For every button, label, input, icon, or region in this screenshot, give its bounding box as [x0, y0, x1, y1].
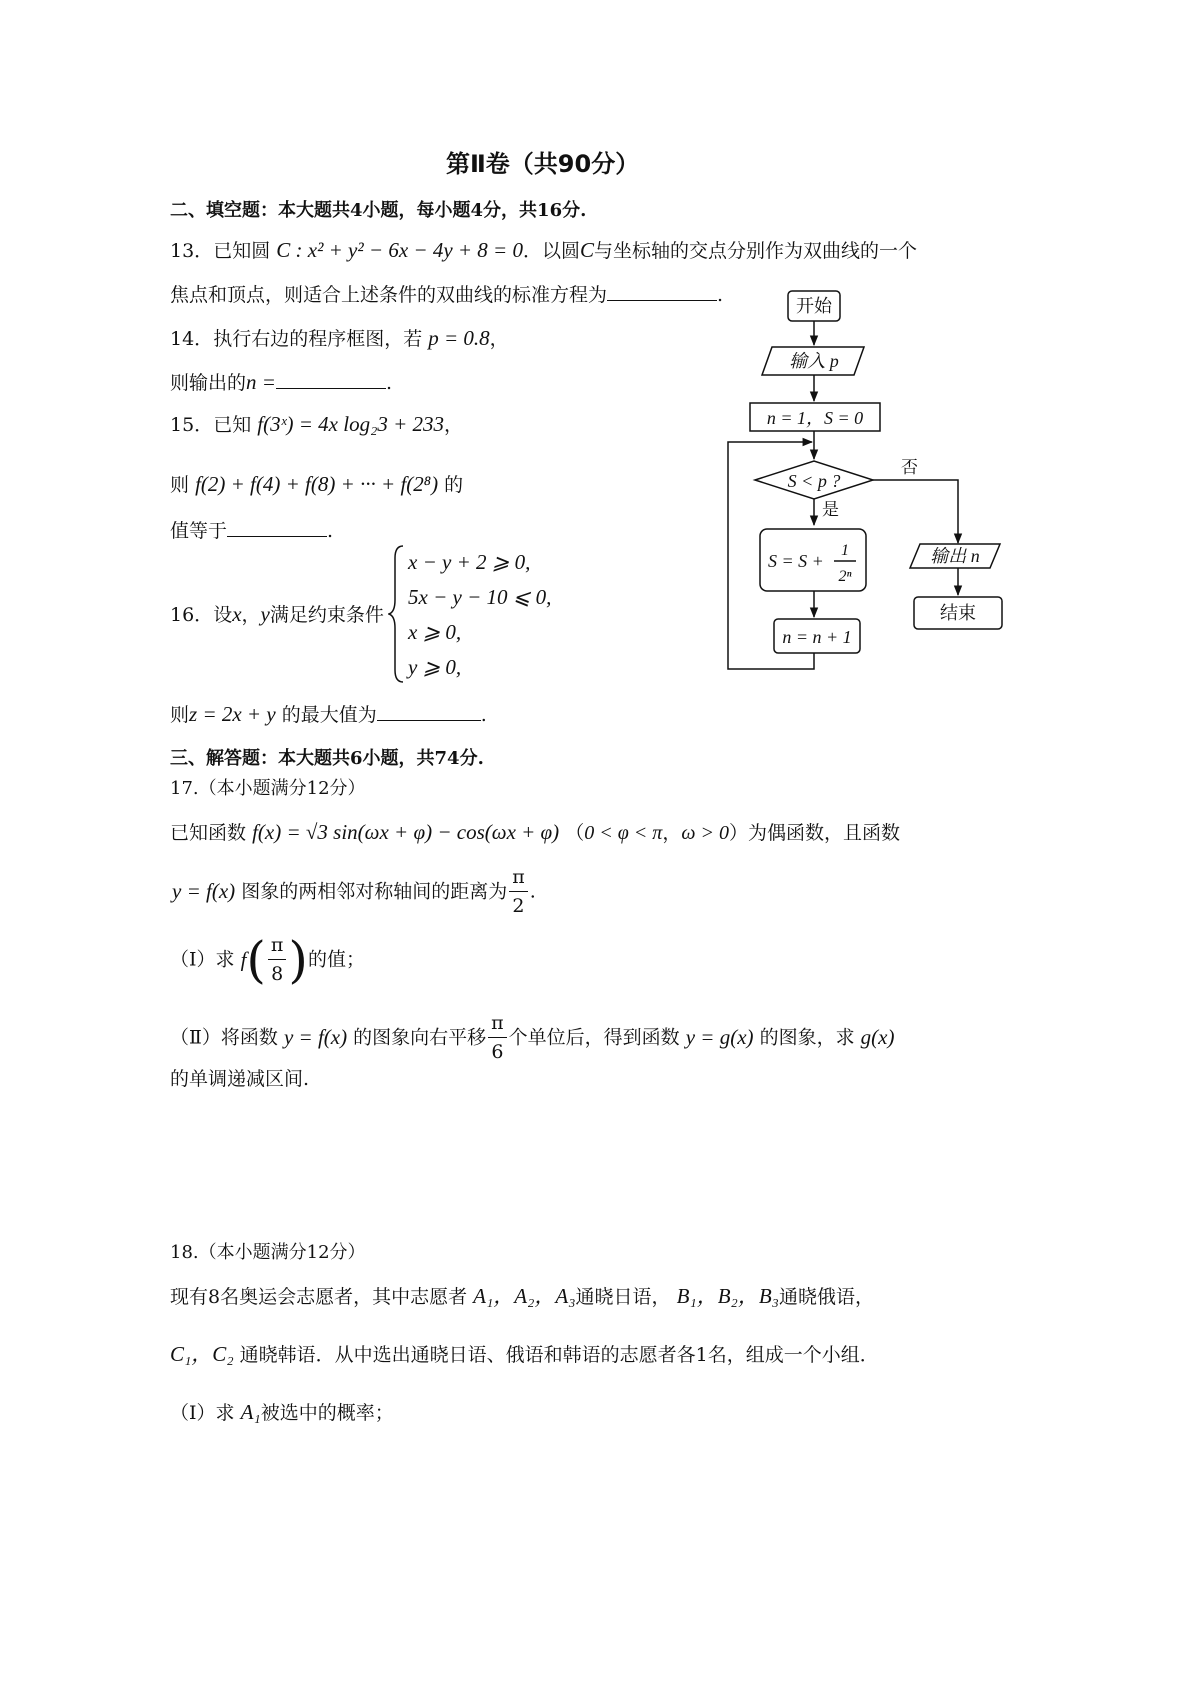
flowchart: [720, 285, 1020, 685]
question-text: 的值；: [307, 948, 365, 971]
question-text: 通晓韩语．从中选出通晓日语、俄语和韩语的志愿者各1名，组成一个小组．: [239, 1344, 879, 1366]
constraint-1: x − y + 2 ⩾ 0,: [408, 550, 531, 574]
end-label: 结束: [940, 603, 976, 623]
comma: ，: [489, 328, 509, 350]
numerator: π: [509, 866, 528, 892]
question-text: ）为偶函数，且函数: [728, 822, 900, 844]
sum-expression: f(2) + f(4) + f(8) + ··· + f(2⁸): [195, 472, 439, 496]
question-18-header: 18.（本小题满分12分）: [170, 1242, 366, 1263]
question-text: （Ⅰ）求: [170, 1402, 235, 1424]
question-text: 设: [213, 604, 233, 626]
denominator: 8: [271, 963, 284, 985]
question-16-line1: [170, 604, 384, 625]
answer-blank: [227, 520, 327, 537]
question-15-line2: [170, 474, 463, 495]
period: .: [327, 520, 334, 542]
p-equation: p = 0.8: [428, 326, 490, 350]
circle-equation: C : x² + y² − 6x − 4y + 8 = 0: [276, 238, 523, 262]
question-text: 已知函数: [170, 822, 247, 844]
denominator: 2: [512, 894, 525, 917]
question-text: 的: [444, 474, 464, 496]
period: .: [717, 284, 724, 306]
question-text: 则: [170, 704, 190, 726]
question-text: （Ⅰ）求: [170, 948, 235, 971]
question-18-line1: [170, 1286, 874, 1307]
question-text: 现有8名奥运会志愿者，其中志愿者: [170, 1286, 468, 1308]
numerator: π: [488, 1012, 507, 1038]
question-text: 已知圆: [213, 240, 271, 262]
question-number: 15．: [170, 414, 214, 436]
fraction-pi-over-2: [509, 866, 528, 918]
question-number: 13．: [170, 240, 214, 262]
question-number: 16．: [170, 604, 214, 626]
function-f: f(x) = √3 sin(ωx + φ) − cos(ωx + φ): [252, 820, 560, 844]
question-text: ．以圆: [522, 240, 580, 262]
constraint-3: x ⩾ 0,: [408, 620, 462, 644]
volunteer-a1: A₁: [240, 1400, 261, 1424]
russian-volunteers: B₁，B₂，B₃: [676, 1284, 779, 1308]
question-text: 已知: [213, 414, 252, 436]
condition-label: S < p ?: [787, 471, 841, 491]
question-14-line1: [170, 328, 509, 349]
question-text: （Ⅱ）将函数: [170, 1026, 278, 1049]
question-text: 满足约束条件: [269, 604, 384, 626]
fraction-numerator: 1: [841, 542, 849, 559]
section-heading-fill-in: 二、填空题：本大题共4小题，每小题4分，共16分.: [170, 200, 587, 221]
circle-label: C: [580, 238, 595, 262]
phi-range: 0 < φ < π: [584, 822, 663, 844]
no-branch-arrow: [873, 480, 958, 543]
omega-condition: ω > 0: [681, 822, 729, 844]
big-paren-close: ): [288, 931, 308, 989]
update-label: S = S +: [768, 551, 824, 571]
question-17-line1: [170, 822, 900, 843]
y-eq-f: y = f(x): [172, 879, 236, 904]
yes-label: 是: [822, 500, 839, 519]
question-14-line2: [170, 372, 392, 393]
section-heading-solutions: 三、解答题：本大题共6小题，共74分.: [170, 748, 484, 769]
korean-volunteers: C₁，C₂: [170, 1342, 234, 1366]
g-of-x: g(x): [860, 1025, 895, 1050]
question-text: 与坐标轴的交点分别作为双曲线的一个: [594, 240, 918, 262]
fraction-denominator: 2ⁿ: [838, 568, 852, 585]
question-17-part2-end: 的单调递减区间.: [170, 1068, 310, 1090]
question-16-line2: [170, 704, 487, 725]
objective-function: z = 2x + y: [189, 702, 276, 726]
left-brace: [388, 544, 406, 684]
period: .: [385, 372, 392, 394]
question-text: 个单位后，得到函数: [508, 1026, 680, 1049]
period: .: [529, 880, 536, 903]
page-title: 第Ⅱ卷（共90分）: [446, 150, 640, 178]
period: .: [480, 704, 487, 726]
question-text: 的图象向右平移: [353, 1026, 487, 1049]
big-paren-open: (: [246, 931, 266, 989]
answer-blank: [607, 284, 717, 301]
n-equals: n =: [246, 370, 276, 394]
question-text: 执行右边的程序框图，若: [213, 328, 423, 350]
question-number: 14．: [170, 328, 214, 350]
function-symbol: f: [240, 947, 247, 972]
no-label: 否: [901, 458, 918, 477]
question-text: 的最大值为: [281, 704, 377, 726]
init-label: n = 1，S = 0: [766, 408, 864, 428]
comma: ，: [444, 414, 464, 436]
increment-label: n = n + 1: [782, 627, 852, 647]
question-17-header: 17.（本小题满分12分）: [170, 778, 366, 799]
question-text: 值等于: [170, 520, 228, 542]
question-13-line1: [170, 240, 917, 261]
question-13-line2: [170, 284, 723, 305]
question-text: 通晓俄语，: [778, 1286, 874, 1308]
question-text: 焦点和顶点，则适合上述条件的双曲线的标准方程为: [170, 284, 608, 306]
start-label: 开始: [796, 296, 832, 316]
answer-blank: [377, 704, 481, 721]
y-eq-f: y = f(x): [283, 1025, 348, 1050]
question-15-line3: [170, 520, 333, 541]
comma: ，: [241, 604, 261, 626]
fraction-pi-over-8: [268, 934, 287, 986]
var-y: y: [260, 602, 270, 626]
question-17-part1: [170, 930, 365, 990]
question-18-part1: [170, 1402, 394, 1423]
question-15-line1: [170, 414, 463, 435]
question-17-line2: [172, 866, 536, 918]
input-label: 输入 p: [789, 351, 839, 371]
question-text: 则输出的: [170, 372, 247, 394]
question-text: 被选中的概率；: [260, 1402, 394, 1424]
answer-blank: [276, 372, 386, 389]
y-eq-g: y = g(x): [685, 1025, 754, 1050]
constraint-2: 5x − y − 10 ⩽ 0,: [408, 585, 552, 609]
var-x: x: [232, 602, 242, 626]
function-definition: f(3ˣ) = 4x log₂3 + 233: [257, 412, 445, 436]
question-text: 则: [170, 474, 190, 496]
question-text: 图象的两相邻对称轴间的距离为: [241, 880, 508, 903]
question-18-line2: [170, 1344, 879, 1365]
constraint-4: y ⩾ 0,: [408, 655, 462, 679]
numerator: π: [268, 934, 287, 960]
paren-open: （: [565, 822, 585, 844]
japanese-volunteers: A₁，A₂，A₃: [473, 1284, 576, 1308]
question-text: 通晓日语，: [575, 1286, 671, 1308]
denominator: 6: [491, 1040, 504, 1063]
question-17-part2: [170, 1012, 894, 1064]
fraction-pi-over-6: [488, 1012, 507, 1064]
output-label: 输出 n: [930, 546, 980, 566]
question-text: 的图象，求: [759, 1026, 855, 1049]
comma: ，: [662, 822, 682, 844]
